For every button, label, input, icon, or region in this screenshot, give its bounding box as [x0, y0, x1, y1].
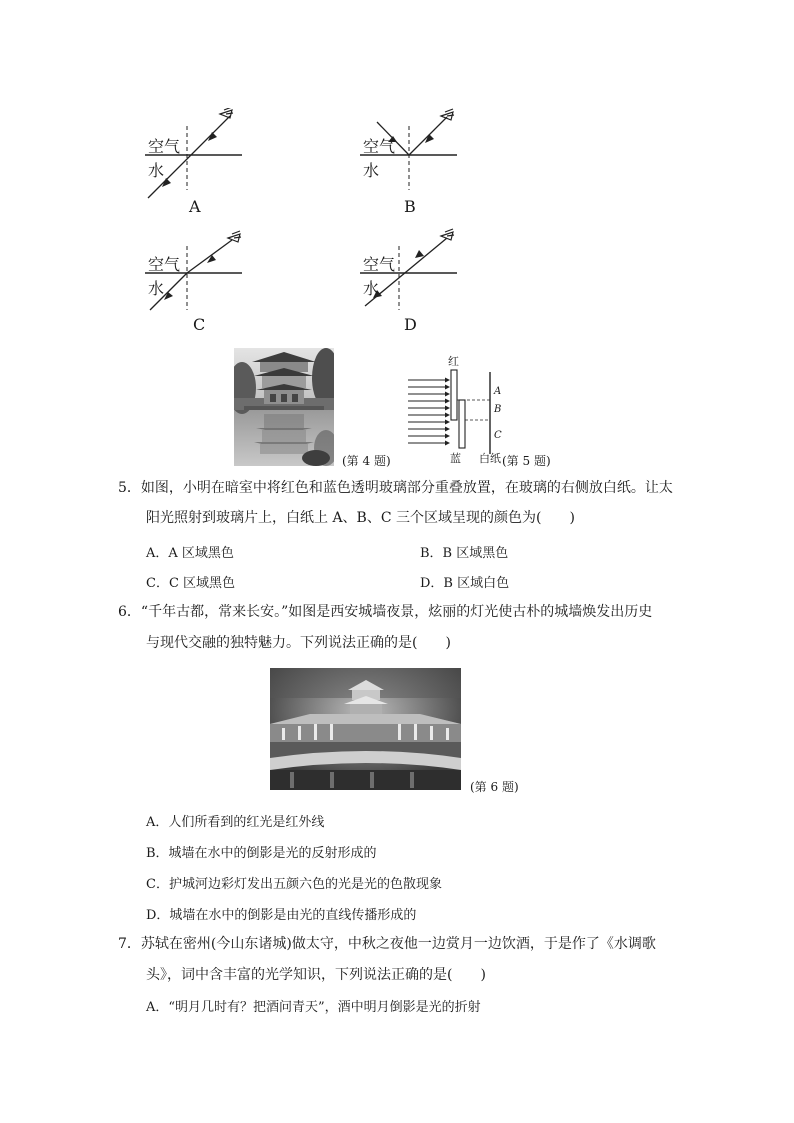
- blue-glass-label: 蓝: [450, 452, 461, 465]
- question-5-line-2: 阳光照射到玻璃片上，白纸上 A、B、C 三个区域呈现的颜色为( ): [146, 510, 575, 526]
- diagram-b: [355, 108, 485, 220]
- question-6-line-2: 与现代交融的独特魅力。下列说法正确的是( ): [146, 635, 451, 651]
- air-label: 空气: [363, 137, 396, 156]
- diagram-c: [140, 228, 270, 340]
- q6-option-a: A．人们所看到的红光是红外线: [146, 815, 325, 830]
- glass-diagram: [405, 350, 585, 470]
- option-letter: A: [189, 197, 201, 216]
- q6-option-c: C．护城河边彩灯发出五颜六色的光是光的色散现象: [146, 877, 442, 892]
- option-letter: D: [404, 315, 417, 334]
- water-label: 水: [148, 279, 165, 298]
- red-glass-label: 红: [448, 355, 459, 368]
- diagram-a: [140, 108, 270, 220]
- q5-option-d: D．B 区域白色: [420, 576, 510, 591]
- diagram-d: [355, 228, 485, 340]
- question-5-line-1: 5．如图，小明在暗室中将红色和蓝色透明玻璃部分重叠放置，在玻璃的右侧放白纸。让太: [118, 480, 673, 496]
- q6-option-b: B．城墙在水中的倒影是光的反射形成的: [146, 846, 377, 861]
- air-label: 空气: [148, 255, 181, 274]
- q5-option-b: B．B 区域黑色: [420, 546, 509, 561]
- figure-5-caption: (第 5 题): [502, 454, 551, 468]
- water-label: 水: [148, 161, 165, 180]
- pavilion-photo: [234, 348, 334, 466]
- air-label: 空气: [363, 255, 396, 274]
- city-wall-photo-art: [270, 668, 461, 790]
- water-label: 水: [363, 161, 380, 180]
- q5-option-a: A．A 区域黑色: [146, 546, 234, 561]
- figure-6-caption: (第 6 题): [470, 780, 519, 794]
- region-c-label: C: [494, 430, 502, 441]
- q7-option-a: A．“明月几时有？把酒问青天”，酒中明月倒影是光的折射: [146, 1000, 481, 1015]
- question-7-line-1: 7．苏轼在密州(今山东诸城)做太守，中秋之夜他一边赏月一边饮酒，于是作了《水调歌: [118, 936, 656, 952]
- figure-4-caption: (第 4 题): [342, 454, 391, 468]
- region-a-label: A: [494, 386, 502, 397]
- city-wall-photo: [270, 668, 461, 790]
- option-letter: B: [404, 197, 416, 216]
- water-label: 水: [363, 279, 380, 298]
- q6-option-d: D．城墙在水中的倒影是由光的直线传播形成的: [146, 908, 417, 923]
- pavilion-photo-art: [234, 348, 334, 466]
- region-b-label: B: [494, 404, 502, 415]
- air-label: 空气: [148, 137, 181, 156]
- white-paper-label: 白纸: [479, 452, 501, 465]
- option-letter: C: [193, 315, 206, 334]
- question-7-line-2: 头》，词中含丰富的光学知识，下列说法正确的是( ): [146, 967, 486, 983]
- q5-option-c: C．C 区域黑色: [146, 576, 236, 591]
- question-6-line-1: 6．“千年古都，常来长安。”如图是西安城墙夜景，炫丽的灯光使古朴的城墙焕发出历史: [118, 604, 653, 620]
